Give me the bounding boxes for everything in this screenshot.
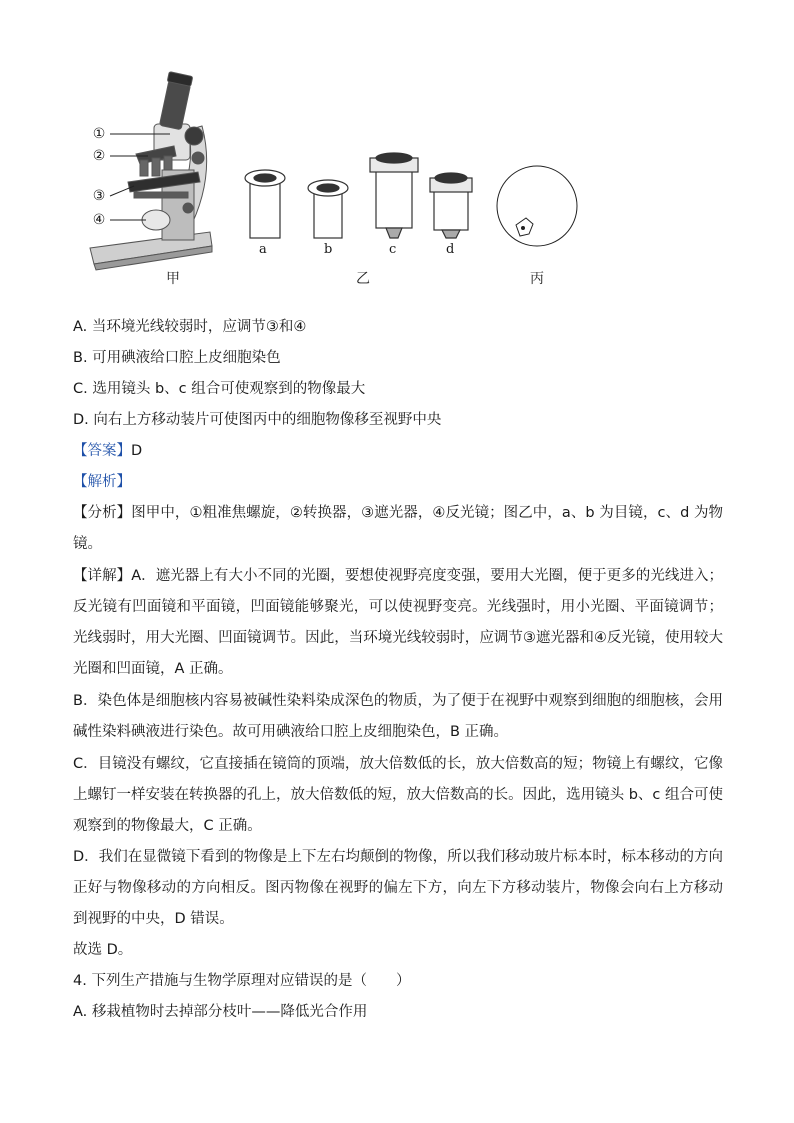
objective-d <box>430 173 472 238</box>
microscope-figure-art <box>70 60 630 300</box>
microscope-figure <box>70 60 630 300</box>
marker-2: ② <box>92 148 106 164</box>
eyepiece-b <box>308 180 348 238</box>
option-a: A. 当环境光线较弱时，应调节③和④ <box>73 319 307 335</box>
field-of-view-circle <box>497 166 577 246</box>
next-question: 4. 下列生产措施与生物学原理对应错误的是（ ） <box>73 973 411 989</box>
analysis-tag: 【解析】 <box>73 474 131 490</box>
caption-bing: 丙 <box>530 271 544 287</box>
microscope-drawing <box>90 72 212 270</box>
analysis-heading <box>73 472 131 492</box>
conclusion: 故选 D。 <box>73 942 133 958</box>
objective-c <box>370 153 418 238</box>
marker-3: ③ <box>92 188 106 204</box>
answer-value: D <box>131 443 143 459</box>
fenxi-tag: 【分析】 <box>73 505 132 521</box>
lens-label-d: d <box>446 242 455 257</box>
marker-1: ① <box>92 126 106 142</box>
answer-line <box>73 441 142 461</box>
next-option-a: A. 移栽植物时去掉部分枝叶——降低光合作用 <box>73 1004 368 1020</box>
lens-label-b: b <box>324 242 333 257</box>
xiangjie-paragraph-a <box>73 561 723 685</box>
option-c: C. 选用镜头 b、c 组合可使观察到的物像最大 <box>73 381 366 397</box>
caption-jia: 甲 <box>166 271 180 287</box>
option-d: D. 向右上方移动装片可使图丙中的细胞物像移至视野中央 <box>73 412 442 428</box>
xiangjie-paragraph-c: C．目镜没有螺纹，它直接插在镜筒的顶端，放大倍数低的长，放大倍数高的短；物镜上有螺纹，它像上螺钉一样安装在转换器的孔上，放大倍数低的短，放大倍数高的长。因此，选用镜头 b、c 组合可使观察到的物像最大，C 正确。 <box>73 756 723 834</box>
answer-tag: 【答案】 <box>73 443 131 459</box>
xiangjie-paragraph-b: B．染色体是细胞核内容易被碱性染料染成深色的物质，为了便于在视野中观察到细胞的细胞核，会用碱性染料碘液进行染色。故可用碘液给口腔上皮细胞染色，B 正确。 <box>73 693 723 740</box>
xiangjie-a-text: A．遮光器上有大小不同的光圈，要想使视野亮度变强，要用大光圈，便于更多的光线进入；反光镜有凹面镜和平面镜，凹面镜能够聚光，可以使视野变亮。光线强时，用小光圈、平面镜调节；光线弱时，用大光圈、凹面镜调节。因此，当环境光线较弱时，应调节③遮光器和④反光镜，使用较大光圈和凹面镜，A 正确。 <box>73 568 724 677</box>
option-b: B. 可用碘液给口腔上皮细胞染色 <box>73 350 281 366</box>
lens-label-c: c <box>389 242 397 257</box>
fenxi-paragraph <box>73 498 723 560</box>
xiangjie-tag: 【详解】 <box>73 568 132 584</box>
marker-4: ④ <box>92 212 106 228</box>
fenxi-text: 图甲中，①粗准焦螺旋，②转换器，③遮光器，④反光镜；图乙中，a、b 为目镜，c、d 为物镜。 <box>73 505 724 552</box>
lens-label-a: a <box>259 242 267 257</box>
eyepiece-a <box>245 170 285 238</box>
caption-yi: 乙 <box>356 271 370 287</box>
xiangjie-paragraph-d: D．我们在显微镜下看到的物像是上下左右均颠倒的物像，所以我们移动玻片标本时，标本移动的方向正好与物像移动的方向相反。图丙物像在视野的偏左下方，向左下方移动装片，物像会向右上方移动到视野的中央，D 错误。 <box>73 849 723 927</box>
